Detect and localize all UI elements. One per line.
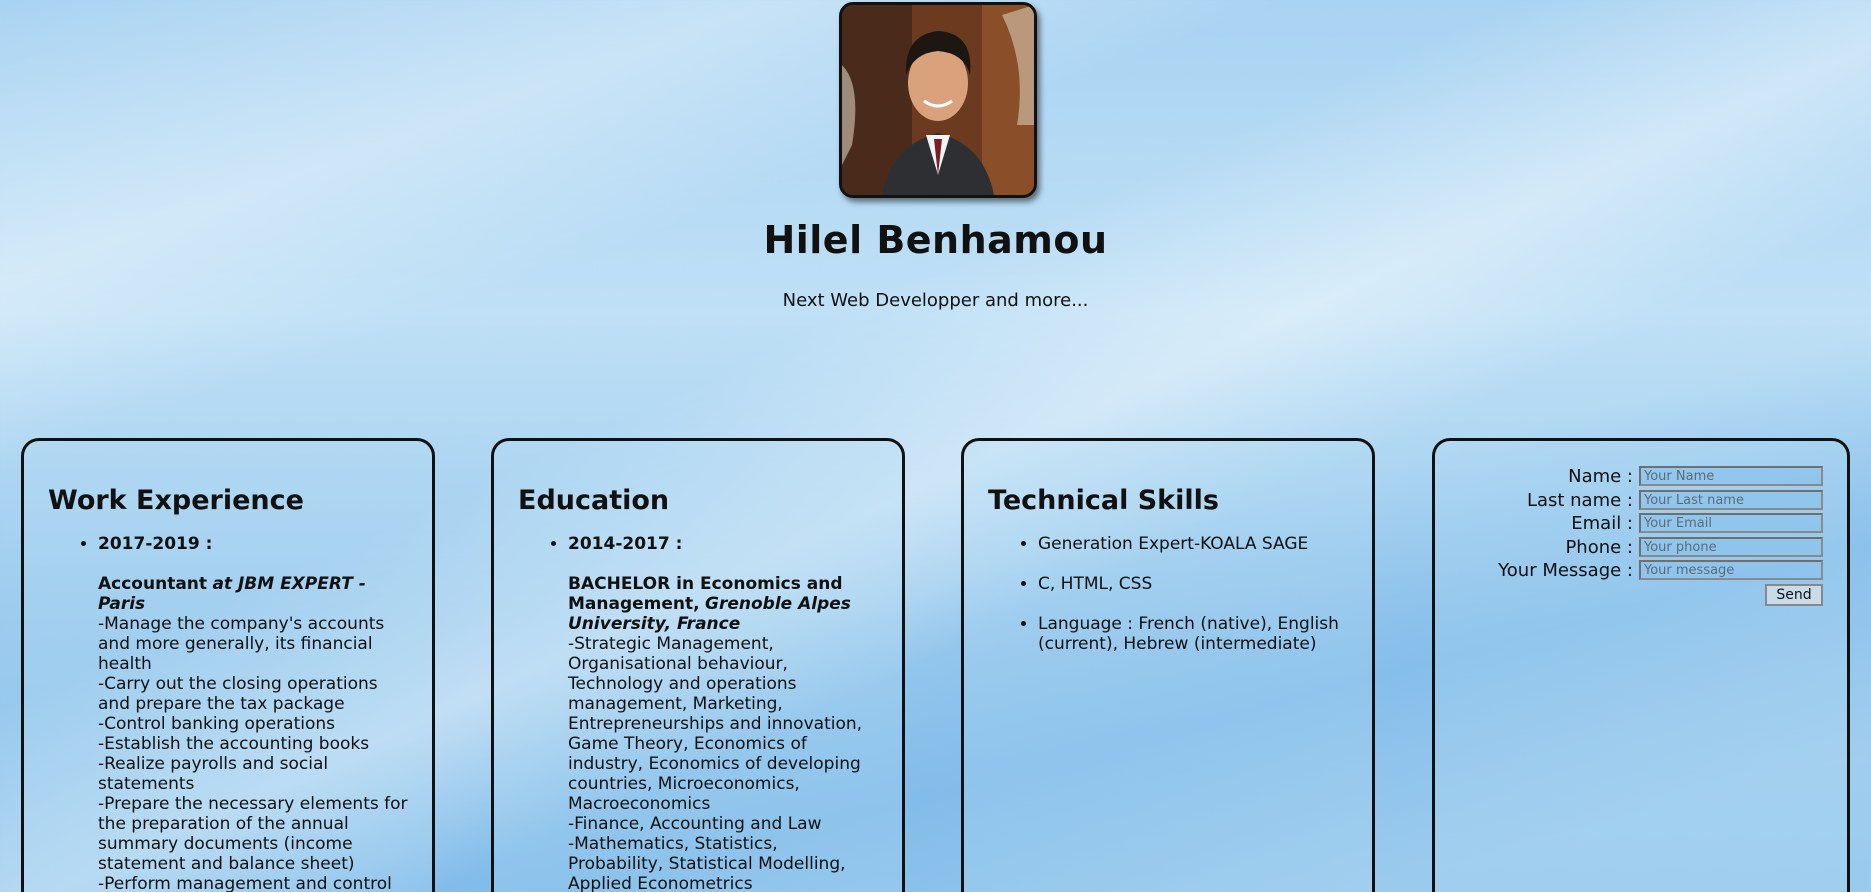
message-input[interactable]: [1639, 560, 1823, 580]
education-card: [491, 438, 905, 892]
work-entry-line: -Prepare the necessary elements for the preparation of the annual summary documents (income statement and balance sheet): [98, 794, 408, 874]
last-name-row: [1527, 489, 1823, 511]
work-entry: [98, 534, 408, 892]
last-name-input[interactable]: [1639, 490, 1823, 510]
profile-name: Hilel Benhamou: [763, 218, 1108, 262]
last-name-label: Last name :: [1526, 489, 1633, 511]
work-entry-line: -Manage the company's accounts and more generally, its financial health: [98, 614, 385, 674]
email-row: [1571, 512, 1823, 534]
work-entry-line: -Perform management and control: [98, 874, 392, 892]
email-label: Email :: [1571, 512, 1633, 534]
skill-item: • Generation Expert-KOALA SAGE: [1038, 534, 1348, 554]
send-button[interactable]: Send: [1765, 584, 1823, 606]
phone-label: Phone :: [1565, 536, 1633, 558]
phone-row: [1565, 536, 1823, 558]
education-entry-line: -Strategic Management, Organisational behaviour, Technology and operations management, Marketing, Entrepreneurships and innovation, Game Theory, Economics of industry, Economics of developing countries, Microeconomics, Macroeconomics: [568, 634, 863, 814]
profile-tagline: Next Web Developper and more...: [782, 290, 1089, 311]
work-entry-place: at JBM EXPERT - Paris: [98, 574, 366, 614]
message-row: [1498, 559, 1823, 581]
work-entry-date: • 2017-2019 :: [98, 534, 213, 554]
work-entry-line: -Carry out the closing operations and prepare the tax package: [98, 674, 378, 714]
education-entry-place: Grenoble Alpes University, France: [568, 594, 851, 634]
work-experience-title: Work Experience: [48, 485, 304, 516]
profile-photo-image: [842, 5, 1034, 195]
message-label: Your Message :: [1498, 559, 1633, 581]
education-list: [518, 534, 878, 892]
profile-photo: [839, 2, 1037, 198]
work-experience-card: [21, 438, 435, 892]
work-entry-line: -Control banking operations: [98, 714, 335, 734]
skill-item: • C, HTML, CSS: [1038, 574, 1348, 594]
phone-input[interactable]: [1639, 537, 1823, 557]
name-label: Name :: [1568, 465, 1633, 487]
work-entry-position: Accountant: [98, 574, 208, 594]
email-input[interactable]: [1639, 513, 1823, 533]
education-entry-date: • 2014-2017 :: [568, 534, 683, 554]
technical-skills-list: [988, 534, 1348, 654]
name-input[interactable]: [1639, 466, 1823, 486]
education-entry-line: -Mathematics, Statistics, Probability, Statistical Modelling, Applied Econometrics: [568, 834, 846, 892]
education-title: Education: [518, 485, 670, 516]
education-entry-degree: BACHELOR in Economics and Management,: [568, 574, 843, 614]
education-entry-line: -Finance, Accounting and Law: [568, 814, 822, 834]
skill-item: • Language : French (native), English (current), Hebrew (intermediate): [1038, 614, 1348, 654]
work-entry-line: -Realize payrolls and social statements: [98, 754, 329, 794]
name-row: [1568, 465, 1823, 487]
work-entry-line: -Establish the accounting books: [98, 734, 370, 754]
technical-skills-card: [961, 438, 1375, 892]
technical-skills-title: Technical Skills: [988, 485, 1219, 516]
education-entry: [568, 534, 878, 892]
work-experience-list: [48, 534, 408, 892]
